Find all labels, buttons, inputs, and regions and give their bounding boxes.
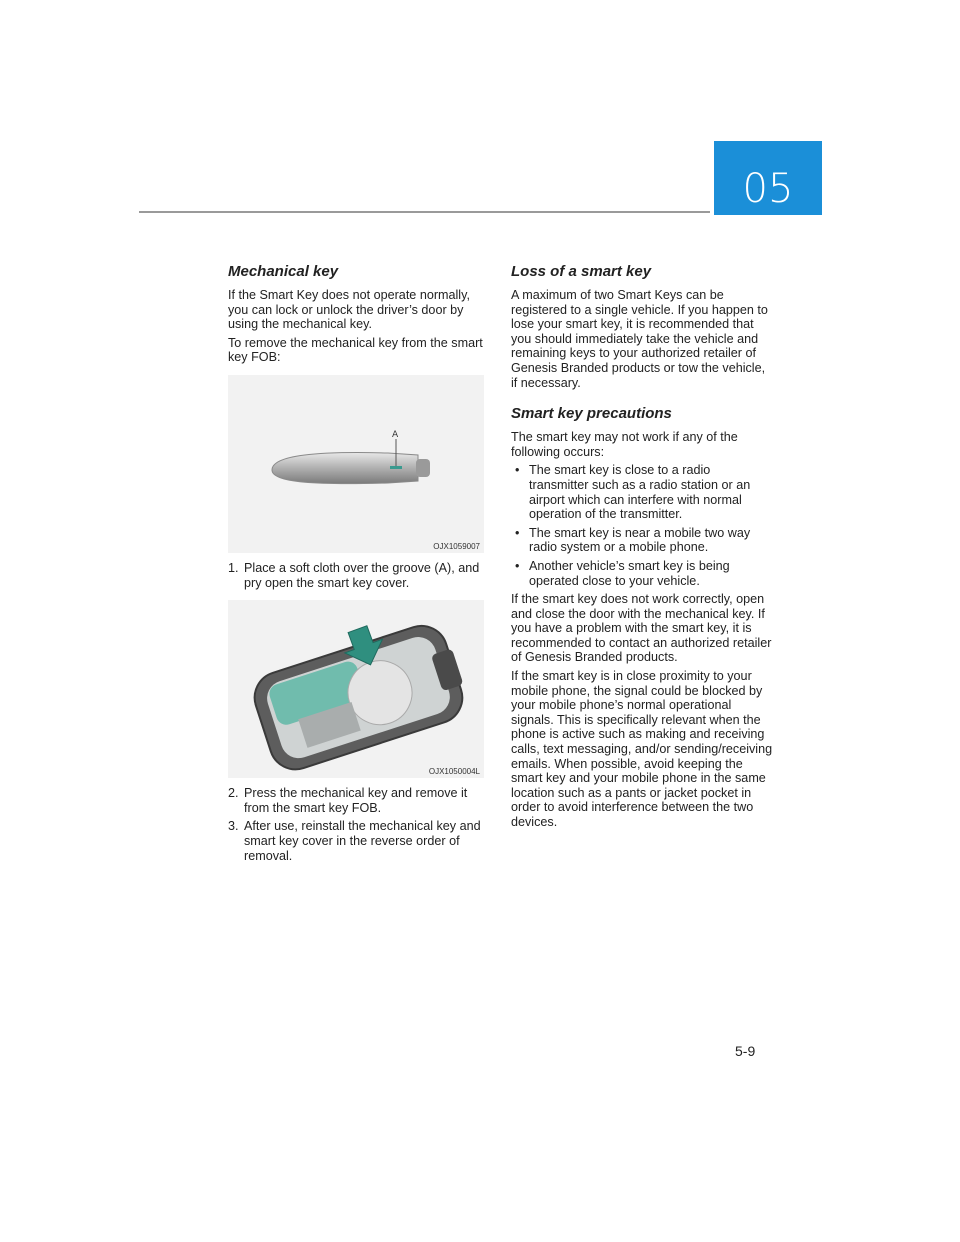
left-column [228,262,486,867]
smart-key-illustration [228,375,484,553]
right-column [511,262,773,834]
smart-key-figure [228,375,484,553]
precautions-intro: The smart key may not work if any of the following occurs: [511,430,738,459]
step-item [228,819,486,863]
step-text: Press the mechanical key and remove it from the smart key FOB. [244,786,468,815]
step-number: 3. [228,819,239,834]
header-rule [139,211,710,213]
steps-list-a [228,561,486,590]
step-text: After use, reinstall the mechanical key and smart key cover in the reverse order of removal. [244,819,481,863]
loss-heading: Loss of a smart key [511,263,652,280]
open-fob-illustration [228,600,484,778]
figure-code: OJX1050004L [428,767,480,777]
loss-text: A maximum of two Smart Keys can be registered to a single vehicle. If you happen to lose your smart key, it is recommended that you should immediately take the vehicle and remaining keys to your authorized retailer of Genesis Branded products or tow the vehicle, if necessary. [511,288,768,390]
not-working-paragraph: If the smart key does not work correctly, open and close the door with the mechanical key. If you have a problem with the smart key, it is recommended to contact an authorized retailer of Genesis Branded products. [511,592,772,665]
mechanical-key-heading: Mechanical key [228,263,339,280]
groove-label: A [392,429,399,440]
mechanical-key-intro: If the Smart Key does not operate normally, you can lock or unlock the driver’s door by using the mechanical key. [228,288,470,332]
step-item [228,786,486,815]
figure-code: OJX1059007 [433,541,480,551]
step-number: 1. [228,560,239,575]
steps-list-b [228,786,486,863]
list-item: • Another vehicle’s smart key is being operated close to your vehicle. [511,559,773,588]
mobile-phone-paragraph: If the smart key is in close proximity to your mobile phone, the signal could be blocked by your mobile phone’s normal operational signals. This is specifically relevant when the phone is active such as making and receiving calls, text messaging, and/or sending/receiving emails. When possible, avoid keeping the smart key and your mobile phone in the same location such as a pants or jacket pocket in order to avoid interference between the two devices. [511,669,773,829]
step-text: Place a soft cloth over the groove (A), and pry open the smart key cover. [244,560,480,590]
chapter-tab: 05 [714,141,822,215]
step-number: 2. [228,786,239,801]
step-item [228,561,486,590]
page-number: 5-9 [735,1043,756,1059]
precautions-heading: Smart key precautions [511,405,672,423]
precautions-list [511,463,773,588]
remove-intro: To remove the mechanical key from the smart key FOB: [228,335,483,365]
open-fob-figure [228,600,484,778]
list-item: • The smart key is close to a radio transmitter such as a radio station or an airport which can interfere with normal operation of the transmitter. [511,463,773,521]
list-item: • The smart key is near a mobile two way radio system or a mobile phone. [511,526,773,555]
